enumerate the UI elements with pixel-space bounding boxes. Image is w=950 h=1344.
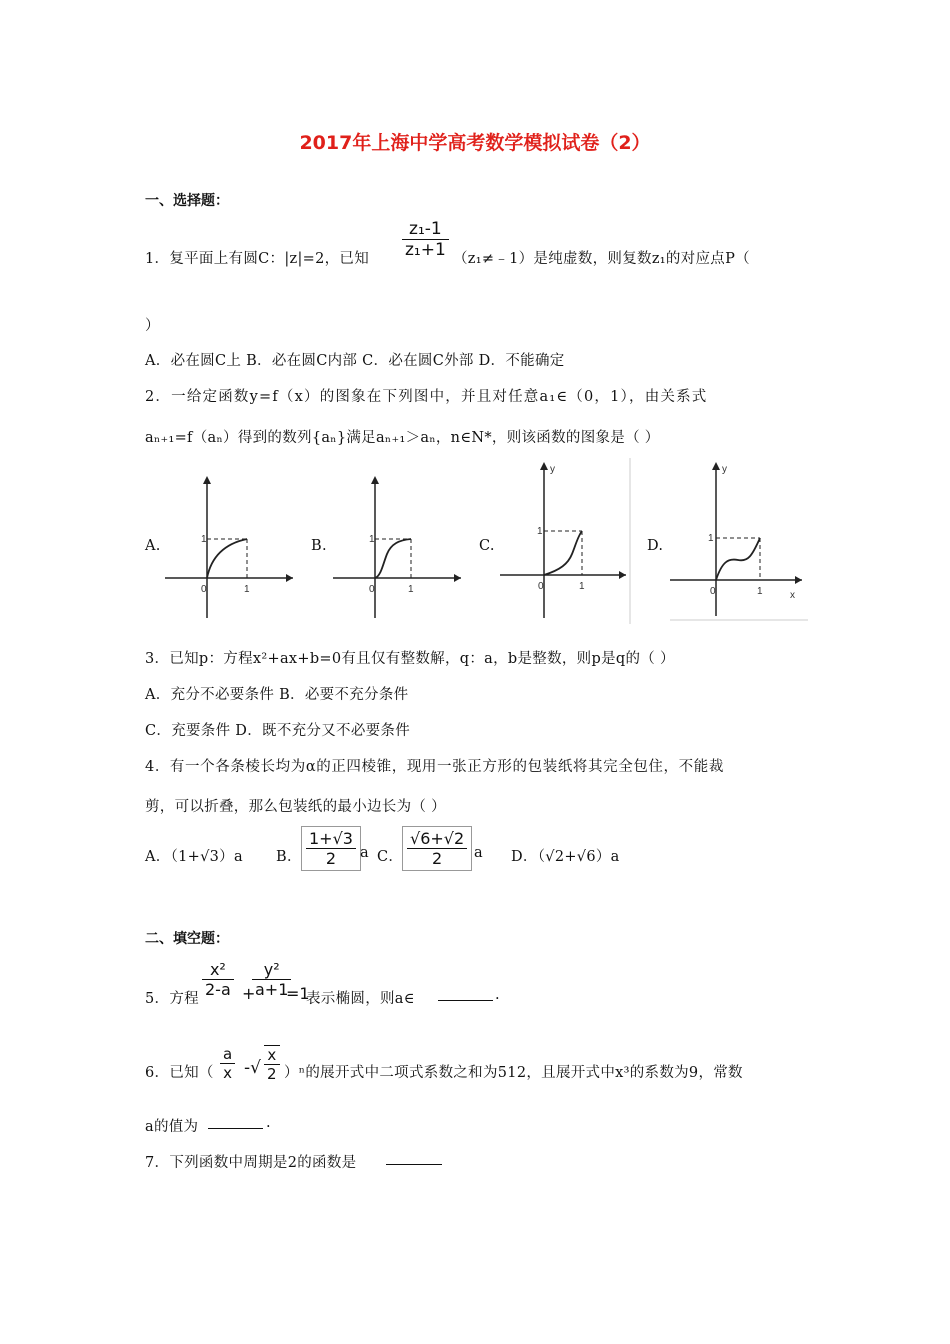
question-4-option-b-suffix: a xyxy=(360,845,369,861)
graph-label-a: A. xyxy=(145,538,161,554)
function-curve xyxy=(375,539,411,578)
fraction-numerator: x xyxy=(264,1046,280,1065)
axis-label-y: y xyxy=(722,464,727,475)
question-4-option-c-suffix: a xyxy=(474,845,483,861)
question-2-line-1: 2．一给定函数y=f（x）的图象在下列图中，并且对任意a₁∈（0，1），由关系式 xyxy=(145,389,708,405)
question-3-line-1: 3．已知p：方程x²+ax+b=0有且仅有整数解，q：a，b是整数，则p是q的（ ） xyxy=(145,651,675,667)
question-4-option-d: D．（√2+√6）a xyxy=(511,849,620,865)
question-6-fraction-1 xyxy=(220,1045,235,1082)
x-axis-arrow xyxy=(795,576,802,584)
plus-sign: + xyxy=(242,984,256,1003)
origin-label: 0 xyxy=(369,584,375,595)
question-6-end: . xyxy=(266,1115,271,1131)
question-5-end: . xyxy=(495,987,500,1003)
question-3-line-3: C．充要条件 D．既不充分又不必要条件 xyxy=(145,723,411,739)
question-4-option-c-prefix: C． xyxy=(377,849,404,865)
graph-label-c: C. xyxy=(479,538,495,554)
minus-sqrt-sign: -√ xyxy=(244,1058,261,1078)
fraction-denominator: z₁+1 xyxy=(405,240,446,260)
question-1-stem-post: （z₁≠﹣1）是纯虚数，则复数z₁的对应点P（ xyxy=(453,251,750,267)
answer-blank-5 xyxy=(438,1000,493,1001)
fraction-denominator: 2-a xyxy=(205,980,231,999)
question-4-option-b-fraction xyxy=(301,826,361,871)
fraction-numerator: y² xyxy=(252,960,291,980)
graph-label-b: B. xyxy=(311,538,327,554)
question-5-pre: 5．方程 xyxy=(145,991,199,1007)
y-axis-arrow xyxy=(203,476,211,484)
question-1-fraction xyxy=(402,219,449,260)
fraction-denominator: a+1 xyxy=(255,980,289,999)
y-axis-arrow xyxy=(371,476,379,484)
question-6-pre: 6．已知（ xyxy=(145,1065,214,1081)
fraction-numerator: 1+√3 xyxy=(306,829,356,849)
fraction-numerator: a xyxy=(220,1045,235,1064)
function-curve xyxy=(716,538,760,580)
tick-label-x: 1 xyxy=(757,586,763,597)
question-5-fraction-1 xyxy=(202,960,234,999)
tick-label-x: 1 xyxy=(408,584,414,595)
question-1-stem-pre: 1．复平面上有圆C：|z|=2，已知 xyxy=(145,251,370,267)
x-axis-arrow xyxy=(619,571,626,579)
question-5-post: 表示椭圆，则a∈ xyxy=(306,991,415,1007)
origin-label: 0 xyxy=(538,581,544,592)
section-heading-choice: 一、选择题： xyxy=(145,193,229,209)
question-4-option-a: A．（1+√3）a xyxy=(145,849,243,865)
question-4-line-2: 剪，可以折叠，那么包装纸的最小边长为（ ） xyxy=(145,799,446,815)
function-curve xyxy=(207,539,247,578)
question-1-close-paren: ） xyxy=(145,318,160,334)
question-4-line-1: 4．有一个各条棱长均为α的正四棱锥，现用一张正方形的包装纸将其完全包住，不能裁 xyxy=(145,759,724,775)
axis-label-y: y xyxy=(550,464,555,475)
fraction-denominator: x xyxy=(223,1064,233,1082)
question-4-option-c-fraction xyxy=(402,826,472,871)
fraction-denominator: 2 xyxy=(431,849,443,868)
tick-label-y: 1 xyxy=(537,526,543,537)
origin-label: 0 xyxy=(710,586,716,597)
page-title: 2017年上海中学高考数学模拟试卷（2） xyxy=(299,132,651,154)
question-1-options: A．必在圆C上 B．必在圆C内部 C．必在圆C外部 D．不能确定 xyxy=(145,353,565,369)
origin-label: 0 xyxy=(201,584,207,595)
graph-option-b xyxy=(333,470,463,620)
tick-label-y: 1 xyxy=(369,534,375,545)
x-axis-arrow xyxy=(286,574,293,582)
question-6-post: ）ⁿ的展开式中二项式系数之和为512，且展开式中x³的系数为9，常数 xyxy=(284,1065,743,1081)
question-6-fraction-2 xyxy=(264,1045,280,1083)
function-curve xyxy=(544,531,582,575)
section-heading-fill-in: 二、填空题： xyxy=(145,931,229,947)
axis-label-x: x xyxy=(790,590,795,601)
y-axis-arrow xyxy=(712,462,720,470)
graph-option-d xyxy=(670,458,810,624)
fraction-numerator: √6+√2 xyxy=(407,829,467,849)
graph-option-c xyxy=(500,458,632,624)
question-4-option-b-prefix: B． xyxy=(276,849,302,865)
question-3-line-2: A．充分不必要条件 B．必要不充分条件 xyxy=(145,687,409,703)
fraction-numerator: x² xyxy=(202,960,234,980)
question-2-line-2: aₙ₊₁=f（aₙ）得到的数列{aₙ}满足aₙ₊₁＞aₙ，n∈N*，则该函数的图象是（ ） xyxy=(145,430,660,446)
question-6-line-2: a的值为 xyxy=(145,1119,199,1135)
fraction-numerator: z₁-1 xyxy=(402,219,449,240)
tick-label-y: 1 xyxy=(708,533,714,544)
fraction-denominator: 2 xyxy=(267,1065,277,1083)
question-7-text: 7．下列函数中周期是2的函数是 xyxy=(145,1155,357,1171)
graph-option-a xyxy=(165,470,295,620)
answer-blank-7 xyxy=(386,1164,442,1165)
equals-one: =1 xyxy=(286,984,310,1003)
tick-label-x: 1 xyxy=(579,581,585,592)
graph-label-d: D. xyxy=(647,538,664,554)
x-axis-arrow xyxy=(454,574,461,582)
y-axis-arrow xyxy=(540,462,548,470)
fraction-denominator: 2 xyxy=(325,849,337,868)
tick-label-y: 1 xyxy=(201,534,207,545)
answer-blank-6 xyxy=(208,1128,263,1129)
tick-label-x: 1 xyxy=(244,584,250,595)
